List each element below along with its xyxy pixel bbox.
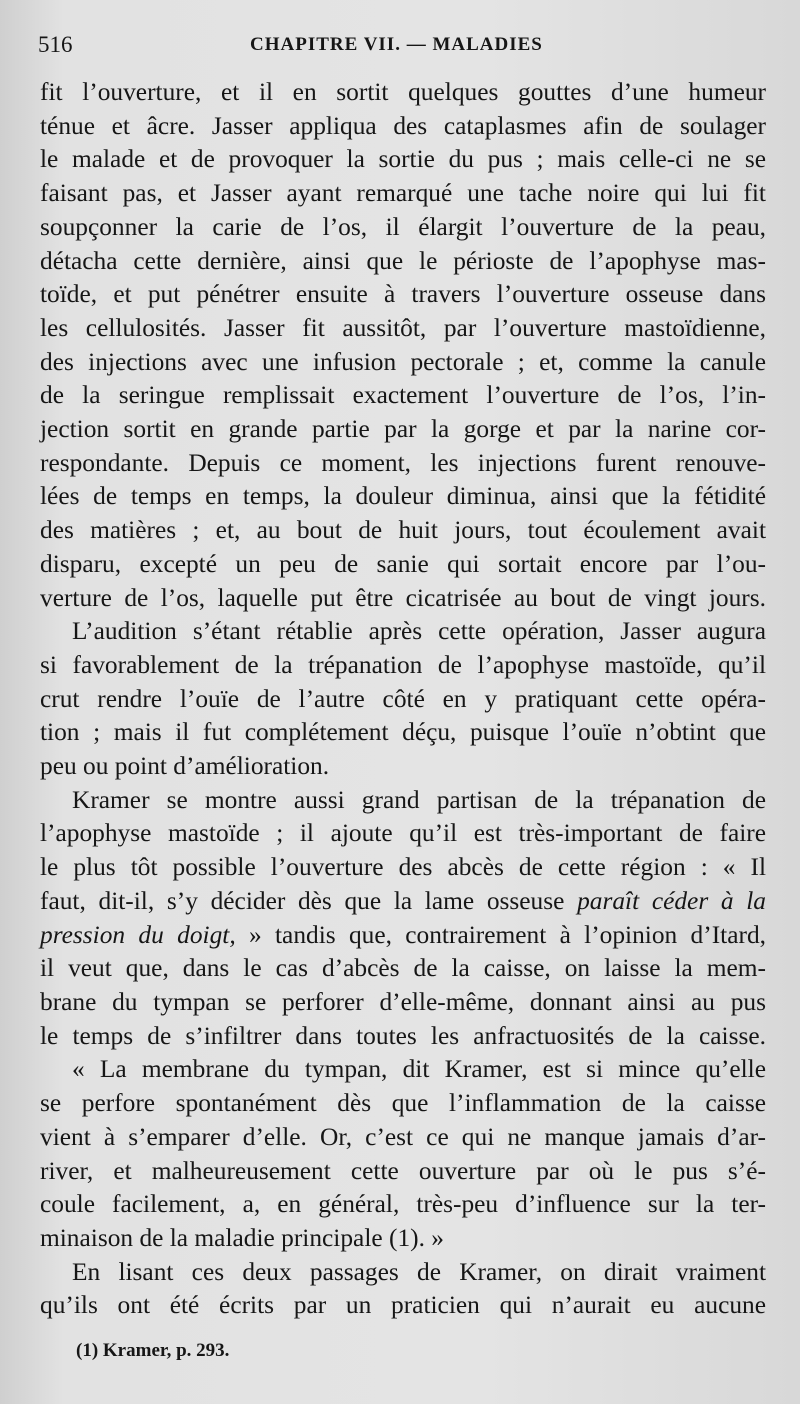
text-line: coule facilement, a, en général, très-peu d’influence sur la ter- bbox=[40, 1190, 766, 1219]
text-line: lées de temps en temps, la douleur diminua, ainsi que la fétidité bbox=[40, 482, 766, 511]
text-line: crut rendre l’ouïe de l’autre côté en y pratiquant cette opéra- bbox=[40, 684, 766, 713]
text-line: qu’ils ont été écrits par un praticien qui n’aurait eu aucune bbox=[40, 1291, 766, 1320]
text-line: le plus tôt possible l’ouverture des abcès de cette région : « Il bbox=[40, 853, 766, 882]
text-line: le malade et de provoquer la sortie du pus ; mais celle-ci ne se bbox=[40, 145, 766, 174]
text-line: les cellulosités. Jasser fit aussitôt, par l’ouverture mastoïdienne, bbox=[40, 313, 766, 342]
text-line: de la seringue remplissait exactement l’ouverture de l’os, l’in- bbox=[40, 381, 766, 410]
page-header bbox=[38, 26, 780, 66]
page-number: 516 bbox=[38, 32, 73, 57]
text-line: brane du tympan se perforer d’elle-même, donnant ainsi au pus bbox=[40, 987, 766, 1016]
text-line: vient à s’emparer d’elle. Or, c’est ce qui ne manque jamais d’ar- bbox=[40, 1122, 766, 1151]
text-run: » tandis que, contrairement à l’opinion d’Itard, bbox=[235, 920, 766, 949]
text-line: l’apophyse mastoïde ; il ajoute qu’il est très-important de faire bbox=[40, 819, 766, 848]
text-line bbox=[40, 919, 766, 953]
text-line: En lisant ces deux passages de Kramer, on dirait vraiment bbox=[72, 1257, 766, 1286]
text-line bbox=[40, 885, 766, 919]
text-line: des matières ; et, au bout de huit jours, tout écoulement avait bbox=[40, 516, 766, 545]
italic-phrase: pression du doigt, bbox=[40, 920, 236, 949]
text-line: L’audition s’étant rétablie après cette opération, Jasser augura bbox=[72, 617, 766, 646]
text-line: « La membrane du tympan, dit Kramer, est si mince qu’elle bbox=[72, 1055, 766, 1084]
text-line: le temps de s’infiltrer dans toutes les anfractuosités de la caisse. bbox=[40, 1021, 766, 1050]
text-line: faisant pas, et Jasser ayant remarqué une tache noire qui lui fit bbox=[40, 179, 766, 208]
text-line: disparu, excepté un peu de sanie qui sortait encore par l’ou- bbox=[40, 549, 766, 578]
text-line: respondante. Depuis ce moment, les injections furent renouve- bbox=[40, 448, 766, 477]
running-head: CHAPITRE VII. — MALADIES bbox=[250, 34, 543, 55]
footnote: (1) Kramer, p. 293. bbox=[76, 1340, 230, 1361]
text-line: détacha cette dernière, ainsi que le périoste de l’apophyse mas- bbox=[40, 246, 766, 275]
body-text bbox=[40, 76, 766, 1323]
text-line: tion ; mais il fut complétement déçu, puisque l’ouïe n’obtint que bbox=[40, 718, 766, 747]
text-line: se perfore spontanément dès que l’inflammation de la caisse bbox=[40, 1089, 766, 1118]
text-run: faut, dit-il, s’y décider dès que la lame osseuse bbox=[40, 886, 578, 915]
text-line: ténue et âcre. Jasser appliqua des cataplasmes afin de soulager bbox=[40, 111, 766, 140]
italic-phrase: paraît céder à la bbox=[577, 886, 766, 915]
text-line: fit l’ouverture, et il en sortit quelques gouttes d’une humeur bbox=[40, 78, 766, 106]
text-line: river, et malheureusement cette ouverture par où le pus s’é- bbox=[40, 1156, 766, 1185]
text-line: il veut que, dans le cas d’abcès de la caisse, on laisse la mem- bbox=[40, 954, 766, 983]
text-line: des injections avec une infusion pectorale ; et, comme la canule bbox=[40, 347, 766, 376]
text-line: minaison de la maladie principale (1). » bbox=[40, 1223, 444, 1252]
text-line: Kramer se montre aussi grand partisan de la trépanation de bbox=[72, 785, 766, 814]
text-line: peu ou point d’amélioration. bbox=[40, 752, 330, 781]
text-line: si favorablement de la trépanation de l’apophyse mastoïde, qu’il bbox=[40, 650, 766, 679]
text-line: jection sortit en grande partie par la gorge et par la narine cor- bbox=[40, 415, 766, 444]
text-line: verture de l’os, laquelle put être cicatrisée au bout de vingt jours. bbox=[40, 583, 766, 612]
text-line: toïde, et put pénétrer ensuite à travers l’ouverture osseuse dans bbox=[40, 280, 766, 309]
text-line: soupçonner la carie de l’os, il élargit l’ouverture de la peau, bbox=[40, 212, 766, 241]
